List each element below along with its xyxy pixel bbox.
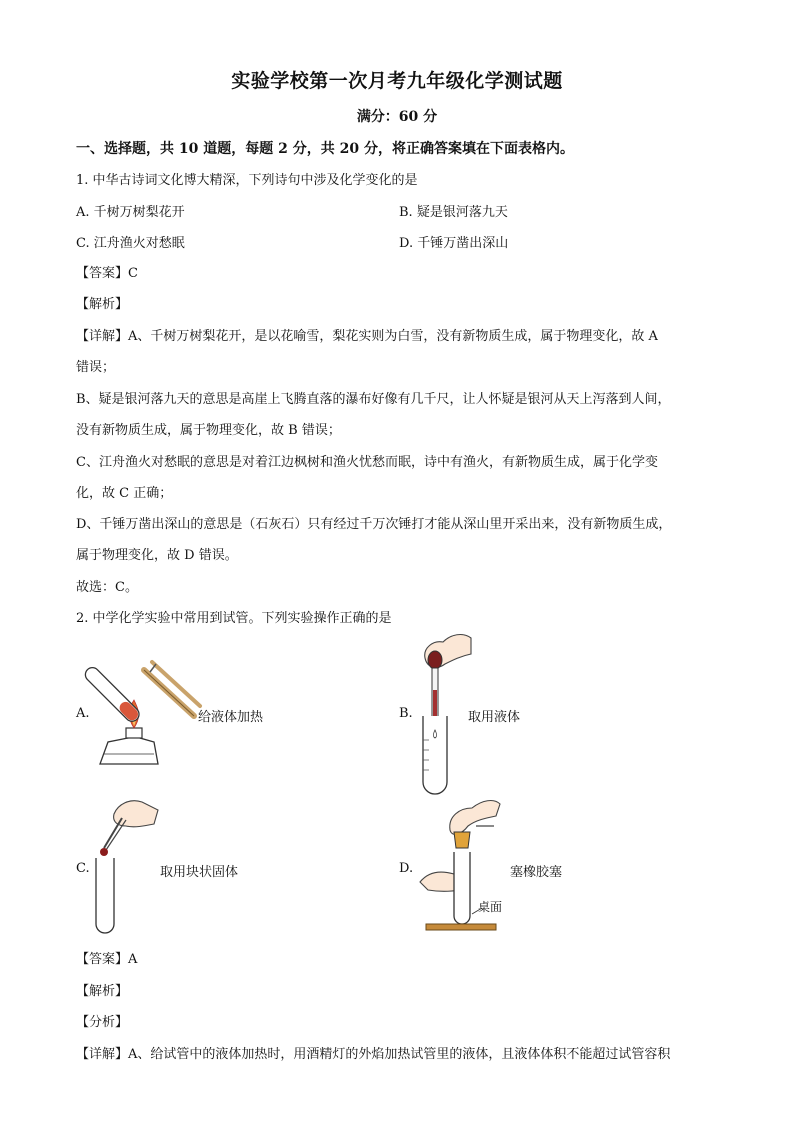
question-1-option-b: B. 疑是银河落九天: [399, 205, 508, 220]
option-a-letter: A.: [76, 706, 90, 721]
option-d-letter: D.: [399, 861, 414, 876]
question-1-stem: 1. 中华古诗词文化博大精深，下列诗句中涉及化学变化的是: [76, 173, 418, 188]
question-1-detail-line: 没有新物质生成，属于物理变化，故 B 错误；: [76, 423, 341, 438]
question-2-analysis-label: 【解析】: [76, 984, 129, 999]
question-1-option-c: C. 江舟渔火对愁眠: [76, 236, 185, 251]
table-surface-label: 桌面: [478, 900, 503, 914]
question-1-detail-line: 【详解】A、千树万树梨花开，是以花喻雪，梨花实则为白雪，没有新物质生成，属于物理变化，故 A: [76, 329, 658, 344]
page-title: 实验学校第一次月考九年级化学测试题: [231, 70, 563, 92]
question-1-answer: 【答案】C: [76, 266, 138, 281]
question-1-detail-line: 化，故 C 正确；: [76, 486, 173, 501]
option-c-caption: 取用块状固体: [160, 865, 239, 880]
tweezers-illustration: [92, 796, 162, 936]
option-b-caption: 取用液体: [468, 710, 521, 725]
question-1-analysis-label: 【解析】: [76, 297, 129, 312]
question-1-option-a: A. 千树万树梨花开: [76, 205, 185, 220]
question-1-detail-line: 属于物理变化，故 D 错误。: [76, 548, 238, 563]
heating-liquid-illustration: [92, 650, 202, 770]
question-2-fenxi-label: 【分析】: [76, 1015, 129, 1030]
score-line: 满分：60 分: [356, 109, 438, 125]
dropper-illustration: [415, 630, 475, 795]
question-1-option-d: D. 千锤万凿出深山: [399, 236, 509, 251]
question-2-detail-line: 【详解】A、给试管中的液体加热时，用酒精灯的外焰加热试管里的液体，且液体体积不能超过试管容积: [76, 1047, 671, 1062]
question-1-detail-line: 错误；: [76, 360, 116, 375]
question-1-detail-line: D、千锤万凿出深山的意思是（石灰石）只有经过千万次锤打才能从深山里开采出来，没有新物质生成，: [76, 517, 672, 532]
section-heading: 一、选择题，共 10 道题，每题 2 分，共 20 分，将正确答案填在下面表格内。: [76, 141, 574, 157]
option-b-letter: B.: [399, 706, 413, 721]
question-1-detail-line: B、疑是银河落九天的意思是高崖上飞腾直落的瀑布好像有几千尺，让人怀疑是银河从天上泻落到人间，: [76, 392, 671, 407]
question-1-detail-line: 故选：C。: [76, 580, 138, 595]
question-2-stem: 2. 中学化学实验中常用到试管。下列实验操作正确的是: [76, 611, 392, 626]
option-a-caption: 给液体加热: [198, 710, 264, 725]
question-2-answer: 【答案】A: [76, 952, 138, 967]
option-c-letter: C.: [76, 861, 90, 876]
option-d-caption: 塞橡胶塞: [510, 865, 563, 880]
question-1-detail-line: C、江舟渔火对愁眠的意思是对着江边枫树和渔火忧愁而眠，诗中有渔火，有新物质生成，属于化学变: [76, 455, 658, 470]
